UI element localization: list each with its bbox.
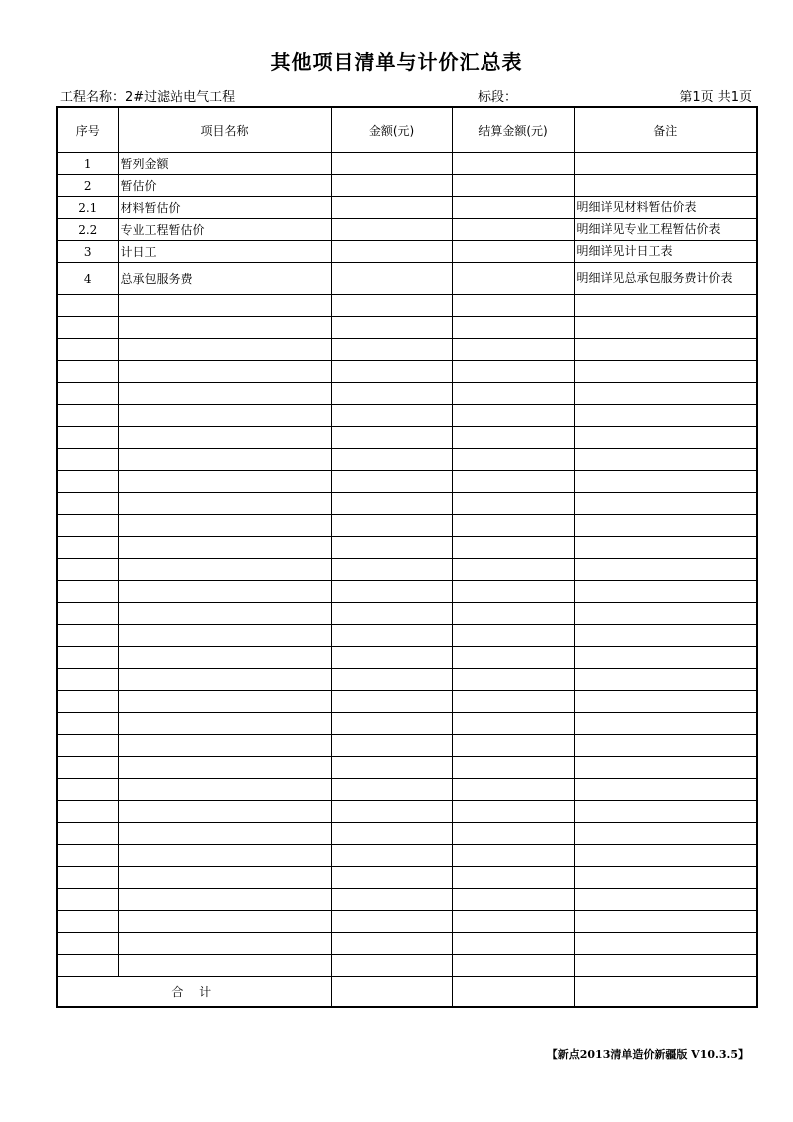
empty-cell [331, 317, 452, 339]
empty-cell [57, 383, 118, 405]
empty-cell [452, 625, 574, 647]
row-amount [331, 175, 452, 197]
empty-cell [452, 317, 574, 339]
empty-cell [118, 405, 331, 427]
row-settlement [452, 153, 574, 175]
header-settlement: 结算金额(元) [452, 107, 574, 153]
empty-cell [452, 647, 574, 669]
empty-cell [574, 515, 757, 537]
empty-cell [574, 537, 757, 559]
empty-cell [57, 603, 118, 625]
empty-row [57, 823, 757, 845]
empty-cell [57, 713, 118, 735]
empty-cell [57, 625, 118, 647]
empty-cell [118, 647, 331, 669]
empty-cell [57, 669, 118, 691]
row-settlement [452, 241, 574, 263]
empty-cell [574, 383, 757, 405]
empty-cell [57, 471, 118, 493]
row-note: 明细详见总承包服务费计价表 [574, 263, 757, 295]
empty-cell [118, 427, 331, 449]
empty-cell [331, 515, 452, 537]
empty-cell [331, 647, 452, 669]
empty-cell [57, 889, 118, 911]
table-row [57, 197, 757, 219]
empty-cell [574, 911, 757, 933]
empty-cell [331, 537, 452, 559]
empty-cell [574, 427, 757, 449]
empty-cell [57, 647, 118, 669]
empty-cell [331, 955, 452, 977]
empty-cell [331, 361, 452, 383]
empty-cell [574, 581, 757, 603]
empty-cell [574, 295, 757, 317]
empty-cell [574, 823, 757, 845]
empty-cell [331, 867, 452, 889]
empty-row [57, 625, 757, 647]
row-settlement [452, 219, 574, 241]
empty-cell [452, 779, 574, 801]
empty-cell [452, 669, 574, 691]
table-row [57, 153, 757, 175]
empty-cell [57, 911, 118, 933]
empty-cell [118, 889, 331, 911]
empty-cell [118, 823, 331, 845]
empty-row [57, 779, 757, 801]
empty-cell [57, 295, 118, 317]
empty-cell [118, 339, 331, 361]
empty-cell [574, 405, 757, 427]
empty-cell [118, 735, 331, 757]
empty-cell [118, 493, 331, 515]
empty-cell [118, 955, 331, 977]
empty-cell [57, 537, 118, 559]
empty-cell [57, 339, 118, 361]
empty-row [57, 889, 757, 911]
empty-cell [452, 757, 574, 779]
empty-cell [452, 427, 574, 449]
empty-cell [57, 779, 118, 801]
empty-cell [452, 471, 574, 493]
empty-row [57, 515, 757, 537]
table-row [57, 175, 757, 197]
empty-cell [331, 933, 452, 955]
empty-cell [574, 735, 757, 757]
empty-row [57, 361, 757, 383]
summary-table [56, 106, 758, 1008]
empty-row [57, 845, 757, 867]
row-seq: 4 [57, 263, 118, 295]
empty-cell [574, 317, 757, 339]
empty-cell [574, 845, 757, 867]
project-name: 工程名称：2#过滤站电气工程 [60, 90, 236, 105]
total-note [574, 977, 757, 1008]
empty-cell [331, 801, 452, 823]
empty-cell [118, 801, 331, 823]
row-seq: 2.2 [57, 219, 118, 241]
empty-cell [57, 405, 118, 427]
empty-cell [452, 603, 574, 625]
empty-cell [452, 537, 574, 559]
empty-row [57, 713, 757, 735]
header-name: 项目名称 [118, 107, 331, 153]
empty-cell [331, 603, 452, 625]
row-note: 明细详见材料暂估价表 [574, 197, 757, 219]
empty-cell [57, 823, 118, 845]
empty-cell [574, 955, 757, 977]
empty-cell [331, 823, 452, 845]
empty-cell [452, 295, 574, 317]
empty-cell [118, 295, 331, 317]
row-settlement [452, 263, 574, 295]
row-note [574, 153, 757, 175]
table-row [57, 219, 757, 241]
empty-row [57, 955, 757, 977]
empty-cell [452, 405, 574, 427]
empty-cell [331, 339, 452, 361]
empty-cell [331, 559, 452, 581]
empty-row [57, 383, 757, 405]
empty-cell [118, 713, 331, 735]
empty-cell [452, 493, 574, 515]
empty-cell [331, 845, 452, 867]
row-name: 暂列金额 [118, 153, 331, 175]
total-label: 合 计 [57, 977, 331, 1008]
empty-cell [331, 405, 452, 427]
empty-cell [118, 383, 331, 405]
empty-row [57, 867, 757, 889]
empty-cell [57, 867, 118, 889]
empty-cell [118, 559, 331, 581]
empty-row [57, 339, 757, 361]
empty-cell [452, 735, 574, 757]
empty-cell [452, 801, 574, 823]
page-title: 其他项目清单与计价汇总表 [270, 50, 523, 74]
empty-cell [574, 889, 757, 911]
empty-cell [574, 933, 757, 955]
empty-cell [574, 669, 757, 691]
section-label: 标段： [478, 90, 518, 105]
empty-cell [331, 779, 452, 801]
empty-row [57, 471, 757, 493]
empty-cell [118, 845, 331, 867]
row-seq: 1 [57, 153, 118, 175]
empty-cell [452, 581, 574, 603]
empty-cell [57, 735, 118, 757]
empty-cell [57, 845, 118, 867]
empty-cell [574, 471, 757, 493]
row-amount [331, 241, 452, 263]
empty-row [57, 691, 757, 713]
total-settlement [452, 977, 574, 1008]
row-name: 暂估价 [118, 175, 331, 197]
empty-cell [574, 361, 757, 383]
empty-cell [57, 955, 118, 977]
empty-cell [574, 449, 757, 471]
row-name: 材料暂估价 [118, 197, 331, 219]
page-number: 第1页 共1页 [679, 90, 752, 105]
empty-cell [574, 625, 757, 647]
empty-cell [118, 669, 331, 691]
empty-row [57, 449, 757, 471]
table-row [57, 263, 757, 295]
empty-cell [57, 933, 118, 955]
empty-cell [331, 493, 452, 515]
empty-cell [452, 383, 574, 405]
empty-cell [118, 581, 331, 603]
empty-cell [118, 317, 331, 339]
empty-row [57, 757, 757, 779]
empty-cell [57, 801, 118, 823]
empty-cell [331, 449, 452, 471]
empty-cell [57, 581, 118, 603]
empty-row [57, 603, 757, 625]
row-name: 总承包服务费 [118, 263, 331, 295]
empty-row [57, 801, 757, 823]
empty-cell [452, 955, 574, 977]
empty-cell [452, 691, 574, 713]
empty-cell [118, 867, 331, 889]
empty-cell [118, 933, 331, 955]
empty-cell [118, 471, 331, 493]
table-row [57, 241, 757, 263]
empty-cell [331, 669, 452, 691]
software-footer: 【新点2013清单造价新疆版 V10.3.5】 [546, 1048, 749, 1061]
row-amount [331, 153, 452, 175]
header-note: 备注 [574, 107, 757, 153]
total-row [57, 977, 757, 1008]
empty-cell [118, 779, 331, 801]
empty-cell [452, 889, 574, 911]
total-amount [331, 977, 452, 1008]
row-seq: 2.1 [57, 197, 118, 219]
empty-cell [452, 449, 574, 471]
empty-cell [331, 757, 452, 779]
row-note: 明细详见计日工表 [574, 241, 757, 263]
empty-row [57, 559, 757, 581]
empty-cell [118, 691, 331, 713]
empty-cell [118, 625, 331, 647]
empty-row [57, 537, 757, 559]
empty-cell [331, 581, 452, 603]
table-body [57, 153, 757, 1008]
empty-row [57, 911, 757, 933]
empty-cell [574, 757, 757, 779]
empty-cell [452, 339, 574, 361]
empty-row [57, 647, 757, 669]
empty-cell [331, 295, 452, 317]
empty-cell [331, 471, 452, 493]
empty-row [57, 933, 757, 955]
empty-cell [118, 361, 331, 383]
empty-cell [118, 515, 331, 537]
empty-cell [331, 383, 452, 405]
empty-cell [574, 493, 757, 515]
row-seq: 3 [57, 241, 118, 263]
row-amount [331, 197, 452, 219]
empty-cell [331, 427, 452, 449]
row-settlement [452, 197, 574, 219]
empty-cell [574, 647, 757, 669]
empty-cell [574, 603, 757, 625]
empty-row [57, 295, 757, 317]
header-seq: 序号 [57, 107, 118, 153]
empty-row [57, 669, 757, 691]
empty-cell [452, 933, 574, 955]
empty-cell [118, 603, 331, 625]
row-note: 明细详见专业工程暂估价表 [574, 219, 757, 241]
empty-cell [57, 317, 118, 339]
empty-row [57, 405, 757, 427]
row-seq: 2 [57, 175, 118, 197]
empty-cell [574, 867, 757, 889]
empty-cell [331, 713, 452, 735]
header-amount: 金额(元) [331, 107, 452, 153]
empty-cell [452, 845, 574, 867]
empty-cell [331, 911, 452, 933]
empty-cell [57, 449, 118, 471]
empty-row [57, 735, 757, 757]
empty-cell [574, 559, 757, 581]
row-amount [331, 263, 452, 295]
empty-cell [452, 361, 574, 383]
empty-cell [57, 691, 118, 713]
empty-cell [57, 559, 118, 581]
empty-cell [574, 713, 757, 735]
empty-cell [452, 867, 574, 889]
empty-cell [574, 801, 757, 823]
empty-row [57, 581, 757, 603]
empty-cell [57, 493, 118, 515]
empty-cell [57, 361, 118, 383]
row-name: 专业工程暂估价 [118, 219, 331, 241]
empty-cell [118, 911, 331, 933]
empty-cell [118, 757, 331, 779]
empty-cell [118, 537, 331, 559]
empty-cell [452, 515, 574, 537]
empty-cell [452, 559, 574, 581]
empty-cell [57, 757, 118, 779]
empty-cell [331, 735, 452, 757]
row-amount [331, 219, 452, 241]
empty-cell [574, 339, 757, 361]
header-row [57, 107, 757, 153]
empty-row [57, 493, 757, 515]
empty-cell [452, 823, 574, 845]
row-note [574, 175, 757, 197]
empty-cell [452, 713, 574, 735]
empty-cell [452, 911, 574, 933]
empty-cell [57, 515, 118, 537]
empty-cell [574, 779, 757, 801]
empty-row [57, 317, 757, 339]
empty-cell [57, 427, 118, 449]
row-settlement [452, 175, 574, 197]
empty-cell [331, 691, 452, 713]
empty-cell [331, 889, 452, 911]
empty-cell [118, 449, 331, 471]
empty-cell [574, 691, 757, 713]
empty-row [57, 427, 757, 449]
row-name: 计日工 [118, 241, 331, 263]
empty-cell [331, 625, 452, 647]
